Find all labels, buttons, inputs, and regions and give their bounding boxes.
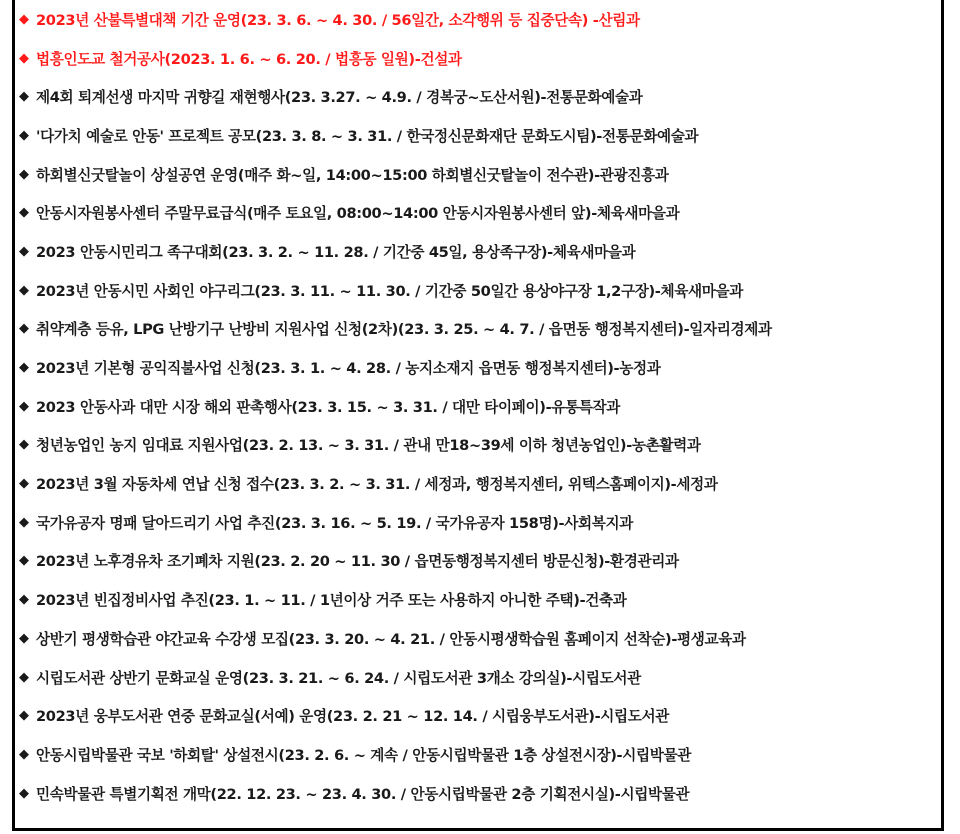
diamond-bullet-icon: ◆ [19, 708, 29, 724]
notice-text: 제4회 퇴계선생 마지막 귀향길 재현행사(23. 3.27. ~ 4.9. / 경복궁~도산서원)-전통문화예술과 [36, 89, 643, 107]
notice-text: 하회별신굿탈놀이 상설공연 운영(매주 화~일, 14:00~15:00 하회별신굿탈놀이 전수관)-관광진흥과 [36, 166, 669, 184]
notice-text: 2023 안동사과 대만 시장 해외 판촉행사(23. 3. 15. ~ 3. 31. / 대만 타이페이)-유통특작과 [36, 398, 621, 416]
notice-text: '다가치 예술로 안동' 프로젝트 공모(23. 3. 8. ~ 3. 31. / 한국정신문화재단 문화도시팀)-전통문화예술과 [36, 127, 699, 145]
diamond-bullet-icon: ◆ [19, 89, 29, 105]
notice-text: 2023년 빈집정비사업 추진(23. 1. ~ 11. / 1년이상 거주 또는 사용하지 아니한 주택)-건축과 [36, 592, 627, 610]
notice-item [18, 193, 958, 232]
diamond-bullet-icon: ◆ [19, 166, 29, 182]
notice-text: 안동시자원봉사센터 주말무료급식(매주 토요일, 08:00~14:00 안동시자원봉사센터 앞)-체육새마을과 [36, 205, 680, 223]
notice-text: 2023년 기본형 공익직불사업 신청(23. 3. 1. ~ 4. 28. / 농지소재지 읍면동 행정복지센터)-농정과 [36, 360, 661, 378]
diamond-bullet-icon: ◆ [19, 746, 29, 762]
diamond-bullet-icon: ◆ [19, 205, 29, 221]
notice-item [18, 116, 958, 155]
notice-text: 2023년 노후경유차 조기폐차 지원(23. 2. 20 ~ 11. 30 / 읍면동행정복지센터 방문신청)-환경관리과 [36, 553, 679, 571]
diamond-bullet-icon: ◆ [19, 243, 29, 259]
notice-item [18, 774, 958, 813]
notice-item [18, 426, 958, 465]
diamond-bullet-icon: ◆ [19, 398, 29, 414]
diamond-bullet-icon: ◆ [19, 321, 29, 337]
notice-item [18, 696, 958, 735]
diamond-bullet-icon: ◆ [19, 360, 29, 376]
notice-text: 상반기 평생학습관 야간교육 수강생 모집(23. 3. 20. ~ 4. 21. / 안동시평생학습원 홈페이지 선착순)-평생교육과 [36, 630, 746, 648]
notice-item [18, 271, 958, 310]
notice-text: 2023년 웅부도서관 연중 문화교실(서예) 운영(23. 2. 21 ~ 12. 14. / 시립웅부도서관)-시립도서관 [36, 708, 670, 726]
diamond-bullet-icon: ◆ [19, 514, 29, 530]
notice-text: 시립도서관 상반기 문화교실 운영(23. 3. 21. ~ 6. 24. / 시립도서관 3개소 강의실)-시립도서관 [36, 669, 641, 687]
diamond-bullet-icon: ◆ [19, 50, 29, 66]
diamond-bullet-icon: ◆ [19, 669, 29, 685]
notice-item [18, 155, 958, 194]
notice-item [18, 619, 958, 658]
notice-text: 2023년 3월 자동차세 연납 신청 접수(23. 3. 2. ~ 3. 31. / 세정과, 행정복지센터, 위텍스홈페이지)-세정과 [36, 476, 718, 494]
diamond-bullet-icon: ◆ [19, 785, 29, 801]
notice-item-highlighted [18, 0, 958, 39]
notice-item [18, 310, 958, 349]
diamond-bullet-icon: ◆ [19, 11, 29, 27]
notice-text: 법흥인도교 철거공사(2023. 1. 6. ~ 6. 20. / 법흥동 일원)-건설과 [36, 50, 462, 68]
diamond-bullet-icon: ◆ [19, 553, 29, 569]
notice-item [18, 580, 958, 619]
diamond-bullet-icon: ◆ [19, 437, 29, 453]
notice-item [18, 503, 958, 542]
notice-list [18, 0, 958, 812]
notice-item-highlighted [18, 39, 958, 78]
notice-item [18, 232, 958, 271]
notice-text: 2023년 산불특별대책 기간 운영(23. 3. 6. ~ 4. 30. / 56일간, 소각행위 등 집중단속) -산림과 [36, 11, 640, 29]
notice-item [18, 542, 958, 581]
notice-item [18, 658, 958, 697]
diamond-bullet-icon: ◆ [19, 476, 29, 492]
notice-text: 청년농업인 농지 임대료 지원사업(23. 2. 13. ~ 3. 31. / 관내 만18~39세 이하 청년농업인)-농촌활력과 [36, 437, 701, 455]
diamond-bullet-icon: ◆ [19, 592, 29, 608]
notice-text: 2023 안동시민리그 족구대회(23. 3. 2. ~ 11. 28. / 기간중 45일, 용상족구장)-체육새마을과 [36, 243, 636, 261]
notice-text: 2023년 안동시민 사회인 야구리그(23. 3. 11. ~ 11. 30. / 기간중 50일간 용상야구장 1,2구장)-체육새마을과 [36, 282, 743, 300]
notice-item [18, 77, 958, 116]
notice-text: 취약계층 등유, LPG 난방기구 난방비 지원사업 신청(2차)(23. 3. 25. ~ 4. 7. / 읍면동 행정복지센터)-일자리경제과 [36, 321, 772, 339]
notice-text: 민속박물관 특별기획전 개막(22. 12. 23. ~ 23. 4. 30. / 안동시립박물관 2층 기획전시실)-시립박물관 [36, 785, 690, 803]
notice-text: 국가유공자 명패 달아드리기 사업 추진(23. 3. 16. ~ 5. 19. / 국가유공자 158명)-사회복지과 [36, 514, 633, 532]
diamond-bullet-icon: ◆ [19, 127, 29, 143]
notice-item [18, 387, 958, 426]
notice-item [18, 348, 958, 387]
notice-text: 안동시립박물관 국보 '하회탈' 상설전시(23. 2. 6. ~ 계속 / 안동시립박물관 1층 상설전시장)-시립박물관 [36, 746, 691, 764]
notice-item [18, 735, 958, 774]
notice-item [18, 464, 958, 503]
diamond-bullet-icon: ◆ [19, 630, 29, 646]
diamond-bullet-icon: ◆ [19, 282, 29, 298]
